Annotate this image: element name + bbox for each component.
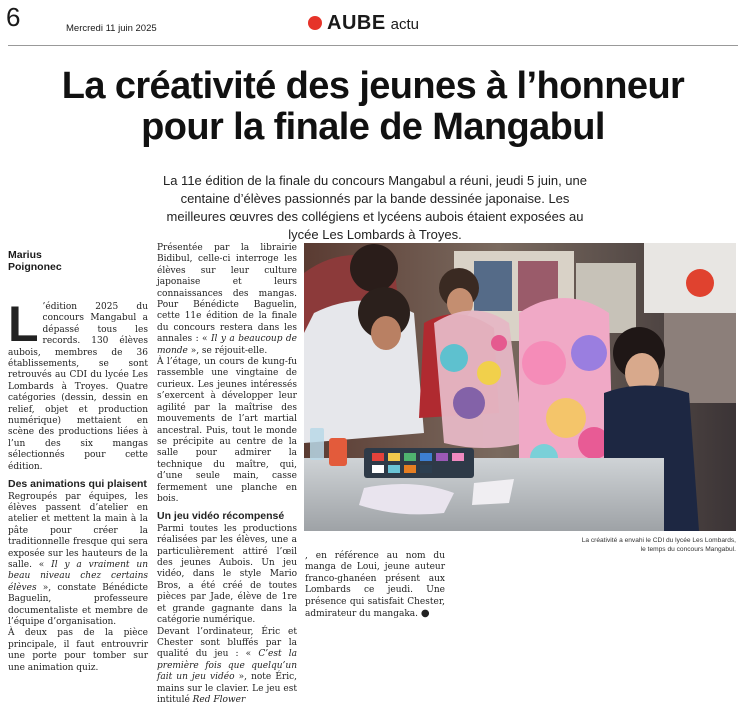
standfirst: La 11e édition de la finale du concours Mangabul a réuni, jeudi 5 juin, une centaine d’élèves passionnés par la bande dessinée japonaise. Les meilleures œuvres des collégiens et lycéens aubois étaient exposées au lycée Les Lombards à Troyes. bbox=[155, 172, 595, 244]
header-divider bbox=[8, 45, 738, 46]
photo-illustration bbox=[304, 243, 736, 531]
game-title: Red Flower bbox=[193, 695, 246, 705]
paragraph-7-part-a: Devant l’ordinateur, Éric et Chester sont bluffés par la qualité du jeu : « bbox=[157, 627, 297, 660]
article-column-2 bbox=[157, 243, 297, 706]
headline bbox=[0, 66, 746, 148]
page-number: 6 bbox=[6, 2, 20, 33]
paragraph-2-part-b: », constate Bénédicte Baguelin, professeure documentaliste et membre de l’équipe d’organisation. bbox=[8, 583, 148, 627]
paragraph-4-part-a: Présentée par la librairie Bidibul, celle-ci interroge les élèves sur leur culture japonaise et leurs connaissances des mangas. Pour Bénédicte Baguelin, cette 11e édition de la finale du concours restera dans les annales : « bbox=[157, 243, 297, 344]
paragraph-7 bbox=[157, 627, 297, 706]
quote-monde: Il y a beaucoup de monde bbox=[157, 334, 297, 355]
quote-niveau: Il y a vraiment un beau niveau chez certains élèves bbox=[8, 560, 148, 593]
section-dot-icon bbox=[308, 16, 322, 30]
paragraph-4 bbox=[157, 243, 297, 357]
paragraph-2 bbox=[8, 492, 148, 629]
paragraph-7-part-b: », note Éric, mains sur le clavier. Le jeu est intitulé bbox=[157, 672, 297, 705]
headline-line-1: La créativité des jeunes à l’honneur bbox=[0, 66, 746, 107]
author-last-name: Poignonec bbox=[8, 261, 148, 273]
article-column-1 bbox=[8, 302, 148, 674]
quote-premiere-fois: C’est la première fois que quelqu’un fait un jeu vidéo bbox=[157, 649, 297, 682]
paragraph-3: À deux pas de la pièce principale, il faut entrouvrir une porte pour tomber sur une animation quiz. bbox=[8, 628, 148, 674]
photo-caption bbox=[560, 537, 736, 554]
article-column-3 bbox=[305, 551, 445, 620]
drop-cap: L bbox=[8, 302, 39, 345]
author-first-name: Marius bbox=[8, 249, 148, 261]
caption-line-2: le temps du concours Mangabul. bbox=[560, 546, 736, 555]
paragraph-5: À l’étage, un cours de kung-fu rassemble une vingtaine de curieux. Les jeunes intéressés s’exercent à développer leur agilité par la maîtrise des mouvements de l’art martial ancestral. Puis, tout le monde se précipite au centre de la salle pour admirer la technique du maître, qui, d’une seule main, casse fermement une planche en bois. bbox=[157, 357, 297, 505]
paragraph-2-part-a: Regroupés par équipes, les élèves passent d’atelier en atelier et mettent la main à la pâte pour créer la traditionnelle fresque qui sera exposée sur les hauteurs de la salle. « bbox=[8, 492, 148, 570]
section-subtitle: actu bbox=[391, 16, 419, 33]
paragraph-1-text: ’édition 2025 du concours Mangabul a dépassé tous les records. 130 élèves aubois, membres de 36 établissements, se sont retrouvés au CDI du lycée Les Lombards à Troyes. Quatre catégories (dessin, dessin en relief, objet et production numérique) mettaient en scène des productions liées à l’un des six mangas sélectionnés pour cette édition. bbox=[8, 302, 148, 472]
paragraph-4-part-b: », se réjouit-elle. bbox=[188, 346, 267, 356]
headline-line-2: pour la finale de Mangabul bbox=[0, 107, 746, 148]
paragraph-intro bbox=[8, 302, 148, 473]
byline bbox=[8, 249, 148, 273]
paragraph-7-part-c: , en référence au nom du manga de Loui, jeune auteur franco-ghanéen présent aux Lombards ce jeudi. Une présence qui satisfait Chester, admirateur du mangaka. bbox=[305, 551, 445, 619]
section-header bbox=[308, 12, 419, 35]
section-title: AUBE bbox=[327, 12, 386, 35]
paragraph-7-continued bbox=[305, 551, 445, 620]
article-photo bbox=[304, 243, 736, 531]
caption-line-1: La créativité a envahi le CDI du lycée Les Lombards, bbox=[560, 537, 736, 546]
end-mark-icon: ● bbox=[421, 608, 430, 619]
subheading-jeu-video: Un jeu vidéo récompensé bbox=[157, 511, 297, 523]
paragraph-6: Parmi toutes les productions réalisées par les élèves, une a particulièrement attiré l’œil des jeunes Aubois. Un jeu vidéo, dans le style Mario Bros, a été créé de toutes pièces par Jade, élève de 1re et grande gagnante dans la catégorie numérique. bbox=[157, 524, 297, 627]
issue-date: Mercredi 11 juin 2025 bbox=[66, 23, 157, 34]
subheading-animations: Des animations qui plaisent bbox=[8, 479, 148, 491]
